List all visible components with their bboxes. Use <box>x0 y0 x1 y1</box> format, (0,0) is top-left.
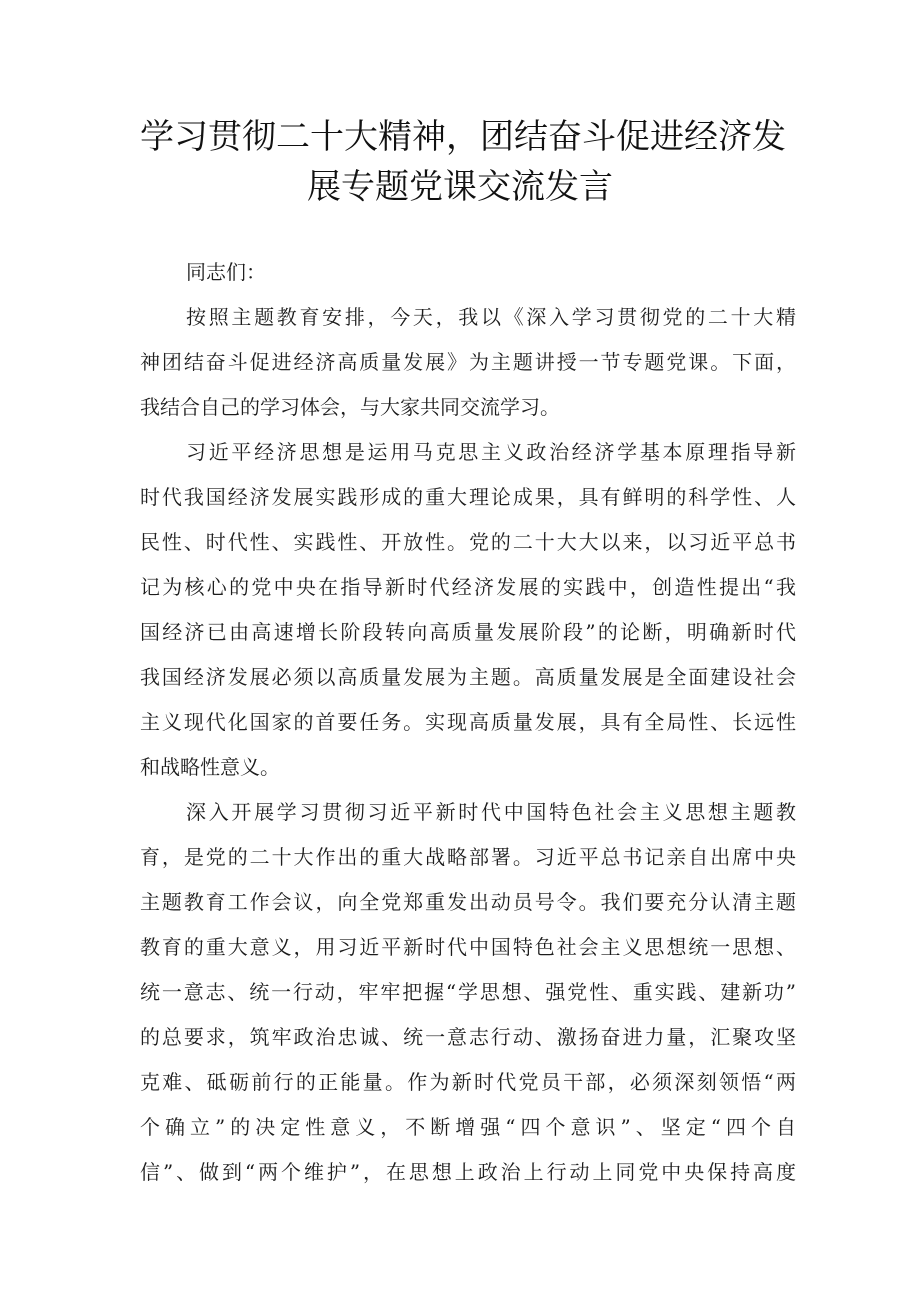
salutation: 同志们： <box>186 260 266 284</box>
paragraph-line: 深入开展学习贯彻习近平新时代中国特色社会主义思想主题教 <box>186 800 796 824</box>
paragraph-line: 我国经济发展必须以高质量发展为主题。高质量发展是全面建设社会 <box>140 665 796 689</box>
paragraph-line: 的总要求，筑牢政治忠诚、统一意志行动、激扬奋进力量，汇聚攻坚 <box>140 1025 796 1049</box>
paragraph-line: 民性、时代性、实践性、开放性。党的二十大大以来，以习近平总书 <box>140 530 796 554</box>
paragraph-line: 习近平经济思想是运用马克思主义政治经济学基本原理指导新 <box>186 440 796 464</box>
title-line-2: 展专题党课交流发言 <box>307 167 613 207</box>
paragraph-line: 个确立”的决定性意义，不断增强“四个意识”、坚定“四个自 <box>140 1115 796 1139</box>
paragraph-line: 和战略性意义。 <box>140 755 280 779</box>
paragraph-line: 主义现代化国家的首要任务。实现高质量发展，具有全局性、长远性 <box>140 710 796 734</box>
paragraph-1 <box>140 295 796 430</box>
document-title <box>140 112 786 212</box>
paragraph-line: 育，是党的二十大作出的重大战略部署。习近平总书记亲自出席中央 <box>140 845 796 869</box>
document-body <box>140 250 796 1195</box>
paragraph-line: 主题教育工作会议，向全党郑重发出动员号令。我们要充分认清主题 <box>140 890 796 914</box>
paragraph-line: 国经济已由高速增长阶段转向高质量发展阶段”的论断，明确新时代 <box>140 620 796 644</box>
paragraph-line: 记为核心的党中央在指导新时代经济发展的实践中，创造性提出“我 <box>140 575 796 599</box>
paragraph-line: 我结合自己的学习体会，与大家共同交流学习。 <box>140 395 560 419</box>
paragraph-line: 按照主题教育安排，今天，我以《深入学习贯彻党的二十大精 <box>186 305 796 329</box>
paragraph-2 <box>140 430 796 790</box>
paragraph-line: 教育的重大意义，用习近平新时代中国特色社会主义思想统一思想、 <box>140 935 796 959</box>
paragraph-line: 统一意志、统一行动，牢牢把握“学思想、强党性、重实践、建新功” <box>140 980 796 1004</box>
paragraph-3 <box>140 790 796 1195</box>
paragraph-line: 神团结奋斗促进经济高质量发展》为主题讲授一节专题党课。下面， <box>140 350 796 374</box>
paragraph-line: 克难、砥砺前行的正能量。作为新时代党员干部，必须深刻领悟“两 <box>140 1070 796 1094</box>
title-line-1: 学习贯彻二十大精神，团结奋斗促进经济发 <box>140 117 786 157</box>
paragraph-line: 信”、做到“两个维护”，在思想上政治上行动上同党中央保持高度 <box>140 1160 796 1184</box>
paragraph-line: 时代我国经济发展实践形成的重大理论成果，具有鲜明的科学性、人 <box>140 485 796 509</box>
